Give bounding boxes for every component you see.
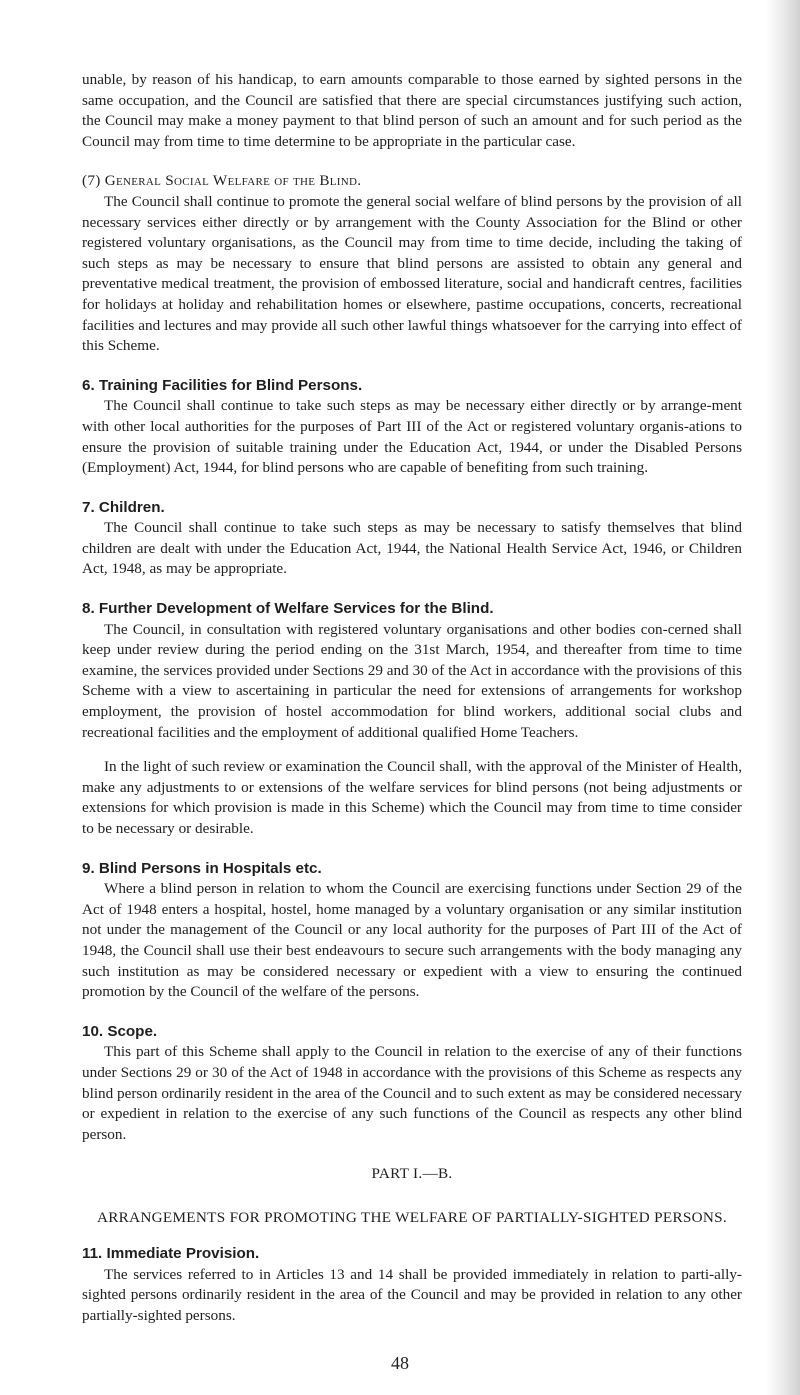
page-number: 48 xyxy=(391,1353,409,1373)
section-6-training-facilities xyxy=(82,376,742,479)
section-body: In the light of such review or examination the Council shall, with the approval of the Minister of Health, make any adjustments to or extensions of the welfare services for blind persons (not being adjustments or extensions for which provision is made in this Scheme) which the Council may from time to time consider to be necessary or desirable. xyxy=(82,758,742,837)
page-edge-shadow xyxy=(766,0,800,1395)
document-body xyxy=(82,70,742,1326)
section-heading: 9. Blind Persons in Hospitals etc. xyxy=(82,859,322,877)
section-9-blind-persons-in-hospitals xyxy=(82,859,742,1003)
section-7-sub-general-social-welfare xyxy=(82,171,742,356)
section-body: The services referred to in Articles 13 and 14 shall be provided immediately in relation to parti-ally-sighted persons ordinarily resident in the area of the Council and may be provided in relation to any other partially-sighted persons. xyxy=(82,1265,742,1324)
section-8-further-development xyxy=(82,599,742,840)
section-10-scope xyxy=(82,1022,742,1146)
section-body: The Council, in consultation with registered voluntary organisations and other bodies con-cerned shall keep under review during the period ending on the 31st March, 1954, and thereafter from time to time examine, the services provided under Sections 29 and 30 of the Act in accordance with the provisions of this Scheme with a view to ascertaining in particular the need for extensions of arrangements for workshop employment, the provision of hostel accommodation for blind workers, additional social clubs and recreational facilities and the employment of additional qualified Home Teachers. xyxy=(82,620,742,741)
section-body: This part of this Scheme shall apply to the Council in relation to the exercise of any of their functions under Sections 29 or 30 of the Act of 1948 in accordance with the provisions of this Scheme as respects any blind person ordinarily resident in the area of the Council and to such extent as may be considered necessary or expedient in relation to the exercise of any such functions of the Council as respects any other blind person. xyxy=(82,1043,742,1143)
section-11-immediate-provision xyxy=(82,1244,742,1326)
section-body: The Council shall continue to take such steps as may be necessary to satisfy themselves that blind children are dealt with under the Education Act, 1944, the National Health Service Act, 1946, or Children Act, 1948, as may be appropriate. xyxy=(82,519,742,578)
section-heading: 7. Children. xyxy=(82,498,165,516)
section-heading: 10. Scope. xyxy=(82,1022,158,1040)
section-7-children xyxy=(82,498,742,580)
section-heading: 8. Further Development of Welfare Services for the Blind. xyxy=(82,600,494,618)
section-heading: 6. Training Facilities for Blind Persons. xyxy=(82,376,363,394)
section-body: The Council shall continue to take such steps as may be necessary either directly or by arrange-ment with other local authorities for the purposes of Part III of the Act or registered voluntary organis-ations to ensure the provision of suitable training under the Education Act, 1944, or under the Disabled Persons (Employment) Act, 1944, for blind persons who are capable of benefiting from such training. xyxy=(82,397,742,477)
section-body: Where a blind person in relation to whom the Council are exercising functions under Section 29 of the Act of 1948 enters a hospital, hostel, home managed by a voluntary organisation or any similar institution not under the management of the Council or any local authority for the purposes of Part III of the Act of 1948, the Council shall use their best endeavours to secure such arrangements with the body managing any such institution as may be considered necessary or expedient with a view to ensuring the continued promotion by the Council of the welfare of the persons. xyxy=(82,880,742,1001)
section-heading: (7) General Social Welfare of the Blind. xyxy=(82,172,362,190)
section-heading: 11. Immediate Provision. xyxy=(82,1244,260,1262)
section-body: The Council shall continue to promote the general social welfare of blind persons by the provision of all necessary services either directly or by arrangement with the County Association for the Blind or other registered voluntary organisations, as the Council may from time to time decide, including the taking of such steps as may be necessary to ensure that blind persons are assisted to obtain any general and preventative medical treatment, the provision of embossed literature, social and handicraft centres, facilities for holidays at holiday and rehabilitation homes or elsewhere, pastime occupations, concerts, recreational facilities and lectures and may provide all such other lawful things whatsoever for the carrying into effect of this Scheme. xyxy=(82,192,742,355)
intro-paragraph: unable, by reason of his handicap, to earn amounts comparable to those earned by sighted persons in the same occupation, and the Council are satisfied that there are special circumstances justifying such action, the Council may make a money payment to that blind person of such an amount and for such period as the Council may from time to time determine to be appropriate in the particular case. xyxy=(82,71,742,150)
part-title: PART I.—B. xyxy=(371,1165,453,1183)
arrangements-title: ARRANGEMENTS FOR PROMOTING THE WELFARE OF PARTIALLY-SIGHTED PERSONS. xyxy=(96,1208,727,1226)
